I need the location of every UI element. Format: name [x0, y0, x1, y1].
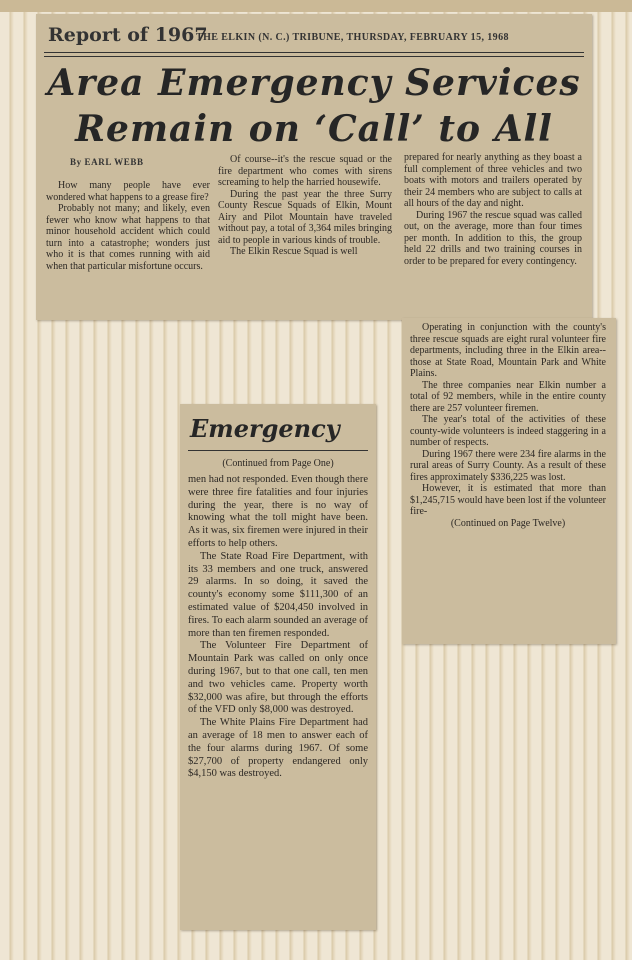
masthead-rule [44, 52, 584, 53]
paragraph: During 1967 there were 234 fire alarms in the rural areas of Surry County. As a result of these fires approximately $336,225 was lost. [410, 448, 606, 483]
paragraph: The year's total of the activities of these county-wide volunteers is indeed staggering in a number of respects. [410, 414, 606, 448]
report-label: Report of 1967 [48, 24, 208, 46]
album-page-edge [0, 0, 632, 12]
paragraph: The Volunteer Fire Department of Mountain Park was called on only once during 1967, but to that one call, ten men and two vehicles came. Property worth $32,000 was afire, but through the efforts of the VFD only $8,000 was destroyed. [188, 640, 368, 716]
paragraph: Operating in conjunction with the county's three rescue squads are eight rural volunteer fire departments, including three in the Elkin area--those at State Road, Mountain Park and White Plains. [410, 322, 606, 379]
article-column-1 [46, 180, 210, 272]
paragraph: Probably not many; and likely, even fewer who know what happens to that minor household accident which could turn into a catastrophe; wonders just who it is that comes running with aid when that particular misfortune occurs. [46, 203, 210, 272]
article-column-3-bottom [410, 322, 606, 529]
main-clipping [36, 14, 592, 320]
continuation-body [188, 474, 368, 781]
continuation-heading: Emergency [190, 414, 340, 443]
paragraph: prepared for nearly anything as they boast a full complement of three vehicles and two boats with motors and trailers operated by their 24 members who are subject to calls at all hours of the day and night. [404, 152, 582, 209]
paragraph: How many people have ever wondered what happens to a grease fire? [46, 180, 210, 203]
continuation-clipping [180, 404, 376, 930]
dateline: THE ELKIN (N. C.) TRIBUNE, THURSDAY, FEBRUARY 15, 1968 [196, 32, 509, 43]
paragraph: The State Road Fire Department, with its 33 members and one truck, answered 29 alarms. In so doing, it saved the county's economy some $111,300 of an estimated value of $204,450 involved in fires. To each alarm sounded an average of more than ten firemen responded. [188, 550, 368, 639]
paragraph: The Elkin Rescue Squad is well [230, 246, 358, 257]
paragraph: During the past year the three Surry County Rescue Squads of Elkin, Mount Airy and Pilot Mountain have traveled without pay, a total of 3,364 miles bringing aid to people in various kinds of trouble. [218, 188, 392, 246]
paragraph: men had not responded. Even though there were three fire fatalities and four injuries during the year, there is no way of knowing what the toll might have been. As it was, six firemen were injured in their efforts to help others. [188, 474, 368, 549]
paragraph: The White Plains Fire Department had an average of 18 men to answer each of the four alarms during 1967. Of some $27,700 of property endangered only $4,150 was destroyed. [188, 717, 368, 780]
heading-rule [188, 450, 368, 451]
article-column-2 [218, 154, 392, 258]
masthead-rule-2 [44, 56, 584, 57]
continued-to-note: (Continued on Page Twelve) [450, 517, 566, 529]
headline-line-2: Remain on ‘Call’ to All [75, 108, 553, 150]
continued-from-note: (Continued from Page One) [222, 458, 334, 469]
paragraph: Of course--it's the rescue squad or the fire department who comes with sirens screaming to help the harried housewife. [218, 154, 392, 188]
byline: By EARL WEBB [70, 157, 144, 167]
paragraph: However, it is estimated that more than $1,245,715 would have been lost if the volunteer fire- [410, 483, 606, 517]
paragraph: The three companies near Elkin number a total of 92 members, while in the entire county there are 257 volunteer firemen. [410, 379, 606, 414]
headline-line-1: Area Emergency Services [47, 62, 581, 104]
paragraph: During 1967 the rescue squad was called out, on the average, more than four times per month. In addition to this, the group held 22 drills and two training courses in order to be prepared for every contingency. [404, 209, 582, 267]
article-column-3-top [404, 152, 582, 267]
right-column-clipping [402, 318, 616, 644]
